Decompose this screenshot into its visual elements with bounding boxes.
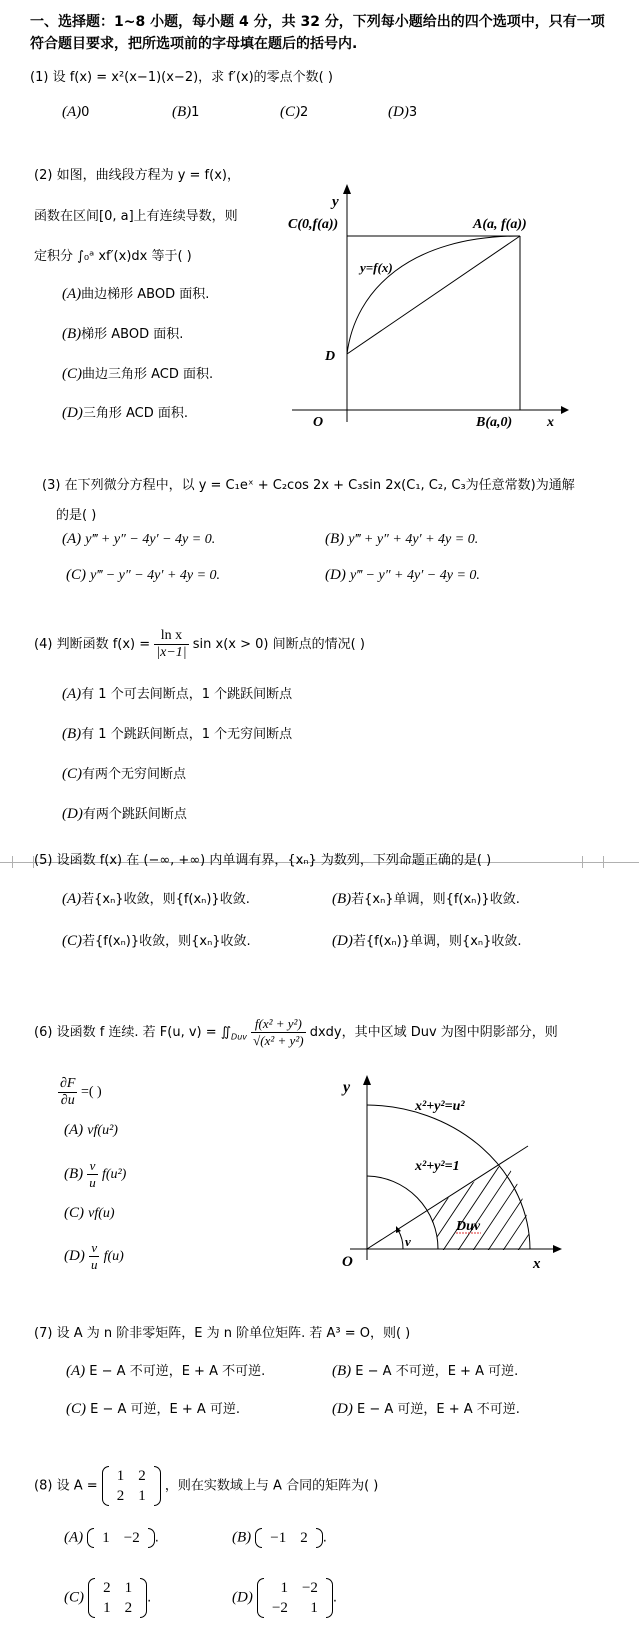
point-a-label: A(a, f(a)): [473, 217, 527, 232]
q7-text: 设 A 为 n 阶非零矩阵，E 为 n 阶单位矩阵. 若 A³ = O，则( ): [56, 1326, 411, 1341]
q8-suffix: ，则在实数域上与 A 合同的矩阵为( ): [164, 1478, 379, 1494]
q6-option-d[interactable]: [64, 1240, 124, 1273]
point-d-label: D: [325, 349, 336, 364]
option-text: 有两个跳跃间断点: [82, 807, 187, 822]
q6-partial-tail: =( ): [80, 1084, 102, 1100]
option-label: (A): [62, 104, 82, 120]
option-label: (B): [325, 531, 345, 547]
option-fraction: [89, 1240, 100, 1273]
q4-option-a[interactable]: [62, 683, 292, 703]
option-text: y‴ − y″ + 4y′ − 4y = 0.: [349, 568, 480, 583]
option-label: (A): [66, 1363, 86, 1379]
option-label: (C): [280, 104, 300, 120]
q6-option-b[interactable]: [64, 1158, 126, 1191]
origin-label: O: [313, 415, 324, 430]
q4-option-b[interactable]: [62, 723, 292, 743]
option-label: (D): [332, 1401, 353, 1417]
option-label: (B): [232, 1529, 252, 1546]
matrix-cell: 1: [310, 1600, 318, 1616]
q8-option-d[interactable]: (D) 1 −2 −2 1 .: [232, 1580, 338, 1616]
point-c-label: C(0,f(a)): [288, 217, 339, 232]
option-matrix: [88, 1578, 147, 1618]
option-label: (D): [388, 104, 409, 120]
option-label: (B): [62, 326, 82, 342]
q6-partial: [58, 1076, 102, 1109]
fraction-numerator: v: [89, 1240, 100, 1257]
option-label: (B): [172, 104, 192, 120]
q6-number: (6): [34, 1025, 53, 1040]
option-matrix: [255, 1528, 322, 1548]
q7-number: (7): [34, 1326, 53, 1341]
q1-number: (1): [30, 70, 49, 85]
option-label: (C): [62, 366, 82, 382]
q3-stem-line2: 的是( ): [56, 508, 97, 523]
y-axis-label: y: [343, 1079, 351, 1096]
option-text: 梯形 ABOD 面积.: [81, 327, 184, 342]
q7-option-d[interactable]: [332, 1398, 520, 1418]
option-text: E − A 可逆，E + A 可逆.: [90, 1402, 241, 1417]
q3-stem-line1: [42, 474, 575, 493]
section-header-line2: 符合题目要求，把所选项前的字母填在题后的括号内.: [30, 36, 358, 52]
matrix-cell: 1: [102, 1530, 110, 1546]
q2-option-d[interactable]: [62, 402, 188, 422]
matrix-cell: 1: [103, 1600, 111, 1616]
q3-number: (3): [42, 478, 61, 493]
option-label: (D): [232, 1589, 253, 1606]
option-text: 有 1 个跳跃间断点，1 个无穷间断点: [81, 727, 293, 742]
matrix-cell: 1: [280, 1580, 288, 1596]
q5-number: (5): [34, 853, 53, 868]
q2-option-b[interactable]: [62, 323, 183, 343]
option-text: y‴ + y″ + 4y′ + 4y = 0.: [348, 532, 479, 547]
fraction-numerator: ∂F: [60, 1076, 76, 1091]
option-fraction: [87, 1158, 98, 1191]
q4-fraction: [154, 628, 188, 661]
option-label: (A): [64, 1122, 84, 1138]
option-text: 2: [300, 105, 309, 120]
q5-option-c[interactable]: [62, 930, 251, 950]
matrix-cell: 2: [103, 1580, 111, 1596]
option-label: (A): [62, 286, 82, 302]
matrix-cell: −2: [271, 1600, 288, 1616]
matrix-cell: 1: [116, 1468, 125, 1484]
option-text: vf(u): [88, 1206, 115, 1221]
x-axis-label: x: [533, 1256, 541, 1272]
q1-stem: [30, 66, 333, 85]
fraction-numerator: v: [87, 1158, 98, 1175]
option-text: 0: [81, 105, 90, 120]
q4-option-c[interactable]: [62, 763, 186, 783]
q3-option-d[interactable]: [325, 567, 480, 584]
q6-integral-subscript: Duv: [231, 1032, 248, 1042]
q6-option-a[interactable]: [64, 1122, 118, 1139]
q7-stem: [34, 1322, 410, 1341]
q7-option-b[interactable]: [332, 1360, 518, 1380]
matrix-cell: 2: [124, 1600, 133, 1616]
page-margin-marker-right: [582, 856, 604, 868]
option-text: 若{f(xₙ)}收敛，则{xₙ}收敛.: [82, 934, 251, 949]
q8-option-b[interactable]: (B) −1 2 .: [232, 1529, 327, 1546]
option-label: (A): [62, 531, 82, 547]
q2-text: 如图，曲线段方程为 y = f(x)，: [56, 168, 240, 183]
q6-fraction: [251, 1016, 305, 1049]
fraction-denominator: u: [89, 1175, 96, 1190]
option-label: (A): [62, 891, 82, 907]
option-label: (B): [62, 726, 82, 742]
matrix-cell: −2: [301, 1580, 318, 1596]
fraction-denominator: ∂u: [60, 1093, 75, 1108]
q6-suffix: dxdy，其中区域 Duv 为图中阴影部分，则: [309, 1025, 558, 1040]
option-label: (A): [64, 1529, 84, 1546]
option-text: 若{xₙ}收敛，则{f(xₙ)}收敛.: [81, 892, 250, 907]
option-label: (B): [332, 891, 352, 907]
option-text: vf(u²): [87, 1123, 118, 1138]
option-text: 曲边梯形 ABOD 面积.: [81, 287, 210, 302]
option-label: (C): [64, 1205, 84, 1221]
region-label: Duv: [456, 1219, 481, 1234]
q8-option-c[interactable]: (C) 2 1 1 2 .: [64, 1580, 152, 1616]
q8-matrix-a: [102, 1466, 161, 1506]
option-label: (C): [62, 766, 82, 782]
fraction-denominator: |x−1|: [156, 645, 187, 660]
fraction-denominator: u: [90, 1257, 98, 1272]
q8-stem: [34, 1466, 378, 1506]
option-matrix: [257, 1578, 333, 1618]
q5-option-d[interactable]: [332, 930, 522, 950]
matrix-cell: 1: [124, 1580, 133, 1596]
q3-text: 在下列微分方程中，以 y = C₁eˣ + C₂cos 2x + C₃sin 2x(C₁, C₂, C₃为任意常数)为通解: [64, 478, 575, 493]
option-text: 若{f(xₙ)}单调，则{xₙ}收敛.: [352, 934, 522, 949]
q2-figure: [270, 170, 570, 430]
q2-option-c[interactable]: [62, 363, 213, 383]
q4-prefix: 判断函数 f(x) =: [56, 637, 151, 652]
inner-circle-label: x²+y²=1: [415, 1159, 460, 1174]
matrix-cell: −1: [270, 1530, 287, 1546]
option-text: 1: [191, 105, 200, 120]
origin-label: O: [342, 1254, 353, 1270]
matrix-cell: −2: [123, 1530, 140, 1546]
q6-prefix: 设函数 f 连续. 若 F(u, v) = ∬: [56, 1025, 232, 1040]
q6-figure: [330, 1070, 580, 1280]
option-text: f(u²): [101, 1167, 127, 1182]
q8-prefix: 设 A =: [56, 1478, 98, 1494]
q5-option-b[interactable]: [332, 888, 520, 908]
q2-option-a[interactable]: [62, 283, 209, 303]
q7-option-a[interactable]: [66, 1360, 265, 1380]
q4-suffix: sin x(x > 0) 间断点的情况( ): [192, 637, 365, 652]
point-b-label: B(a,0): [476, 415, 513, 430]
outer-circle-label: x²+y²=u²: [415, 1099, 465, 1114]
q1-text: 设 f(x) = x²(x−1)(x−2)，求 f′(x)的零点个数( ): [52, 70, 333, 85]
q2-stem-line2: 函数在区间[0, a]上有连续导数，则: [34, 209, 238, 224]
option-label: (C): [66, 567, 86, 583]
option-text: 曲边三角形 ACD 面积.: [82, 367, 214, 382]
matrix-cell: 2: [116, 1488, 125, 1504]
section-header-line1: 一、选择题：1~8 小题，每小题 4 分，共 32 分，下列每小题给出的四个选项中，只有一项: [30, 14, 605, 30]
option-text: 若{xₙ}单调，则{f(xₙ)}收敛.: [351, 892, 520, 907]
q5-stem: [34, 849, 491, 868]
option-text: y‴ + y″ − 4y′ − 4y = 0.: [85, 532, 216, 547]
option-text: E − A 可逆，E + A 不可逆.: [356, 1402, 520, 1417]
q7-option-c[interactable]: [66, 1398, 240, 1418]
page-margin-marker-left: [12, 856, 34, 868]
q2-stem-line3: 定积分 ∫₀ᵃ xf′(x)dx 等于( ): [34, 249, 192, 264]
q6-stem: [34, 1016, 558, 1049]
option-label: (D): [64, 1248, 85, 1264]
q5-option-a[interactable]: [62, 888, 250, 908]
option-label: (B): [64, 1166, 84, 1182]
partial-fraction: [58, 1076, 77, 1109]
fraction-numerator: ln x: [154, 628, 188, 645]
q1-option-c[interactable]: [280, 104, 308, 121]
q4-number: (4): [34, 637, 53, 652]
option-label: (D): [62, 405, 83, 421]
option-text: 3: [408, 105, 418, 120]
curve-label: y=f(x): [360, 260, 393, 275]
q5-text: 设函数 f(x) 在 (−∞, +∞) 内单调有界，{xₙ} 为数列，下列命题正确的是( ): [56, 853, 492, 868]
q2-number: (2): [34, 168, 53, 183]
q3-option-c[interactable]: [66, 567, 220, 584]
y-axis-label: y: [332, 194, 339, 210]
q4-stem: [34, 628, 365, 661]
matrix-cell: 2: [138, 1468, 146, 1484]
option-label: (C): [62, 933, 82, 949]
option-text: y‴ − y″ − 4y′ + 4y = 0.: [90, 568, 221, 583]
option-text: E − A 不可逆，E + A 不可逆.: [89, 1364, 266, 1379]
option-label: (C): [64, 1589, 84, 1606]
option-matrix: [87, 1528, 154, 1548]
q8-option-a[interactable]: (A) 1 −2 .: [64, 1529, 159, 1546]
option-text: 有两个无穷间断点: [82, 767, 187, 782]
option-label: (D): [325, 567, 346, 583]
x-axis-label: x: [547, 415, 554, 430]
fraction-denominator: √(x² + y²): [253, 1033, 304, 1048]
q8-number: (8): [34, 1478, 53, 1494]
option-label: (C): [66, 1401, 86, 1417]
option-label: (D): [62, 806, 83, 822]
q1-option-a[interactable]: [62, 104, 89, 121]
option-text: 三角形 ACD 面积.: [82, 406, 188, 421]
option-label: (D): [332, 933, 353, 949]
angle-label: v: [405, 1234, 411, 1249]
q1-option-d[interactable]: [388, 104, 417, 121]
q3-option-a[interactable]: [62, 531, 215, 548]
option-text: 有 1 个可去间断点，1 个跳跃间断点: [81, 687, 293, 702]
option-label: (A): [62, 686, 82, 702]
q1-option-b[interactable]: [172, 104, 199, 121]
q4-option-d[interactable]: [62, 803, 187, 823]
fraction-numerator: f(x² + y²): [251, 1016, 305, 1033]
option-text: f(u): [103, 1249, 124, 1264]
q3-option-b[interactable]: [325, 531, 478, 548]
q2-stem-line1: [34, 164, 240, 183]
option-text: E − A 不可逆，E + A 可逆.: [355, 1364, 519, 1379]
matrix-cell: 2: [300, 1530, 308, 1546]
matrix-cell: 1: [138, 1488, 146, 1504]
q6-option-c[interactable]: [64, 1205, 115, 1222]
option-label: (B): [332, 1363, 352, 1379]
